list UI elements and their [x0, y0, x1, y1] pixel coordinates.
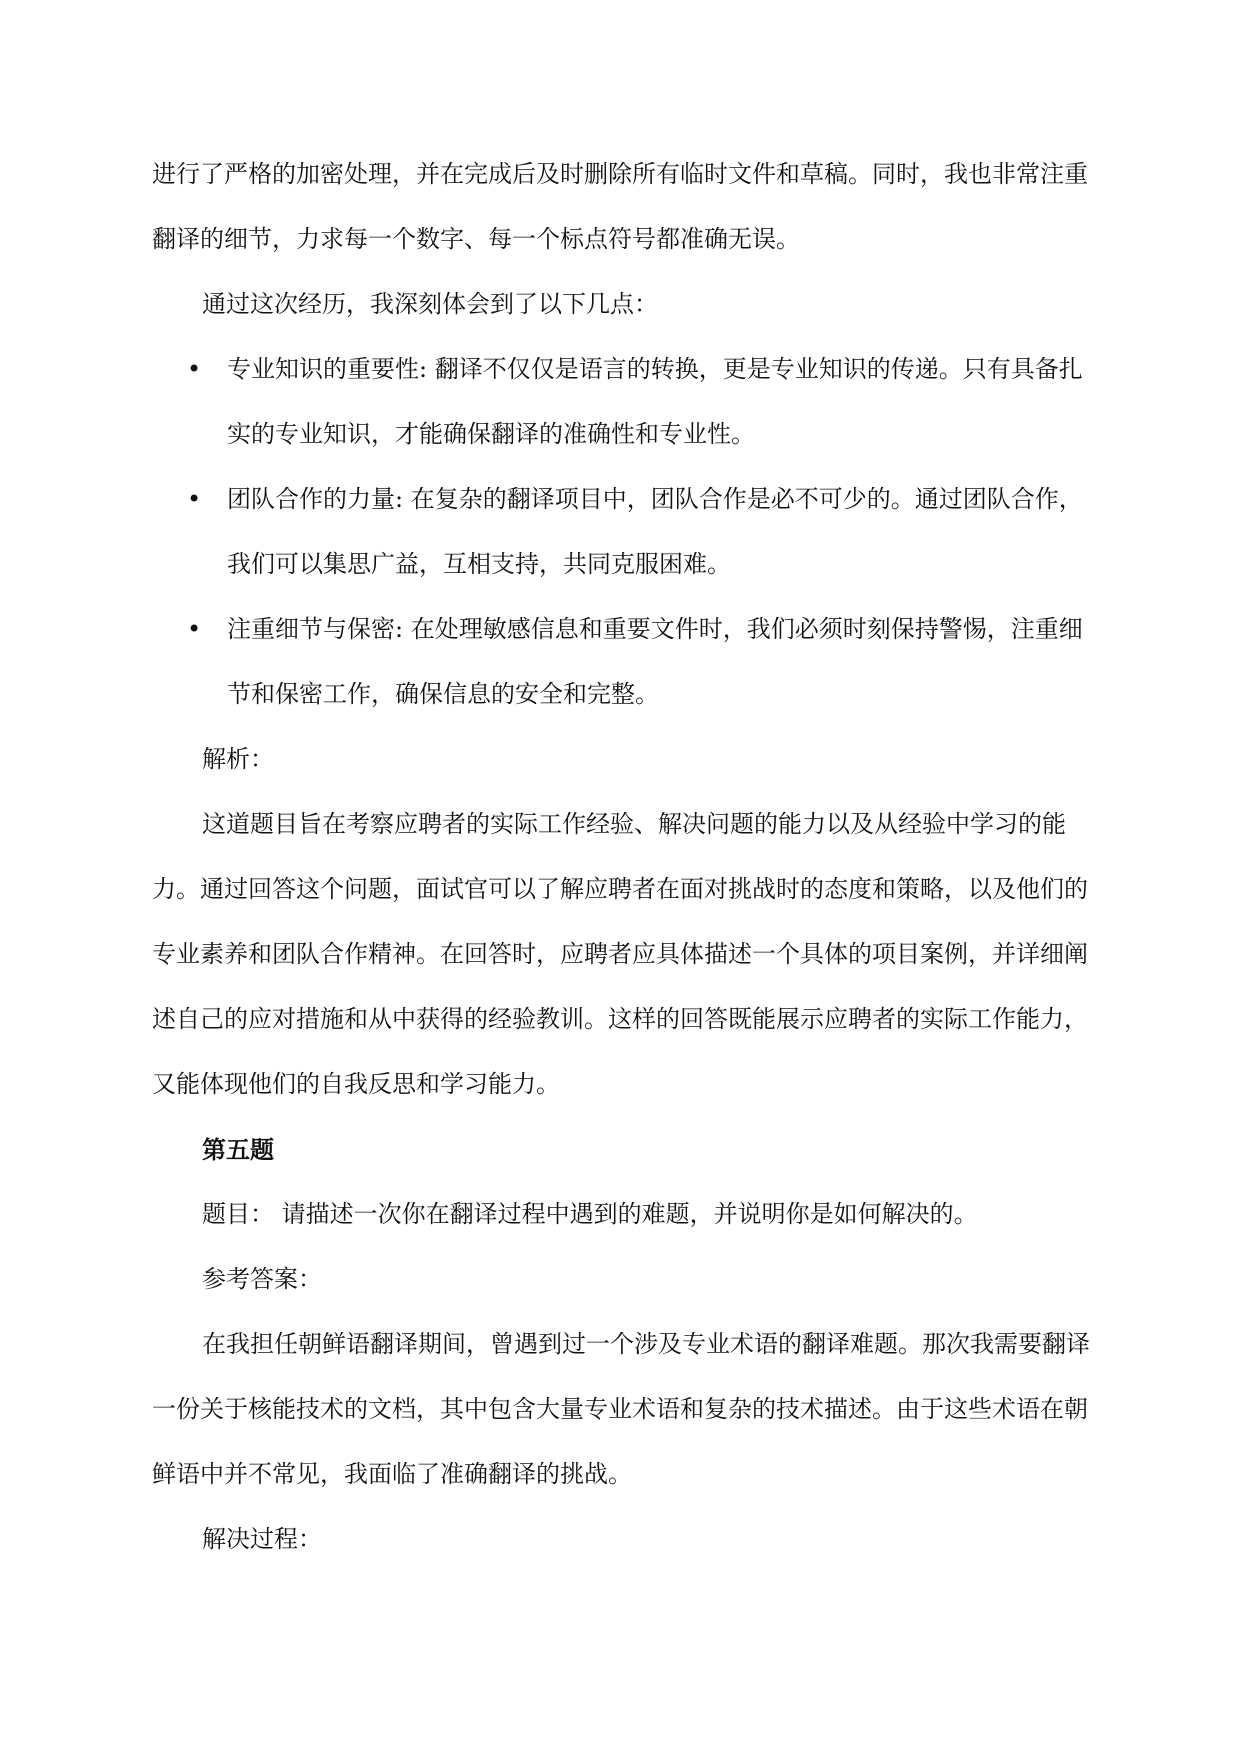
reference-answer-label: 参考答案： — [202, 1265, 322, 1293]
section-heading: 第五题 — [202, 1135, 274, 1164]
bullet-icon: • — [187, 355, 202, 383]
document-page — [152, 142, 1092, 1572]
bullet-item-1 — [152, 337, 1092, 467]
bullet-icon: • — [187, 615, 202, 643]
bullet-text-1: 专业知识的重要性: 翻译不仅仅是语言的转换，更是专业知识的传递。只有具备扎实的专业知识，才能确保翻译的准确性和专业性。 — [227, 355, 1083, 448]
bullet-list — [152, 337, 1092, 727]
answer-text: 在我担任朝鲜语翻译期间，曾遇到过一个涉及专业术语的翻译难题。那次我需要翻译一份关于核能技术的文档，其中包含大量专业术语和复杂的技术描述。由于这些术语在朝鲜语中并不常见，我面临了准确翻译的挑战。 — [152, 1330, 1090, 1488]
bullet-text-2: 团队合作的力量: 在复杂的翻译项目中，团队合作是必不可少的。通过团队合作，我们可以集思广益，互相支持，共同克服困难。 — [227, 485, 1083, 578]
analysis-label: 解析： — [202, 745, 274, 773]
process-label: 解决过程： — [202, 1525, 322, 1553]
bullet-icon: • — [187, 485, 202, 513]
bullet-item-3 — [152, 597, 1092, 727]
bullet-text-3: 注重细节与保密: 在处理敏感信息和重要文件时，我们必须时刻保持警惕，注重细节和保密工作，确保信息的安全和完整。 — [227, 615, 1083, 708]
analysis-text: 这道题目旨在考察应聘者的实际工作经验、解决问题的能力以及从经验中学习的能力。通过回答这个问题，面试官可以了解应聘者在面对挑战时的态度和策略，以及他们的专业素养和团队合作精神。在回答时，应聘者应具体描述一个具体的项目案例，并详细阐述自己的应对措施和从中获得的经验教训。这样的回答既能展示应聘者的实际工作能力，又能体现他们的自我反思和学习能力。 — [152, 810, 1088, 1098]
paragraph-1: 进行了严格的加密处理，并在完成后及时删除所有临时文件和草稿。同时，我也非常注重翻译的细节，力求每一个数字、每一个标点符号都准确无误。 — [152, 160, 1088, 253]
question-text: 题目： 请描述一次你在翻译过程中遇到的难题，并说明你是如何解决的。 — [202, 1200, 978, 1228]
bullet-item-2 — [152, 467, 1092, 597]
paragraph-2: 通过这次经历，我深刻体会到了以下几点： — [202, 290, 658, 318]
